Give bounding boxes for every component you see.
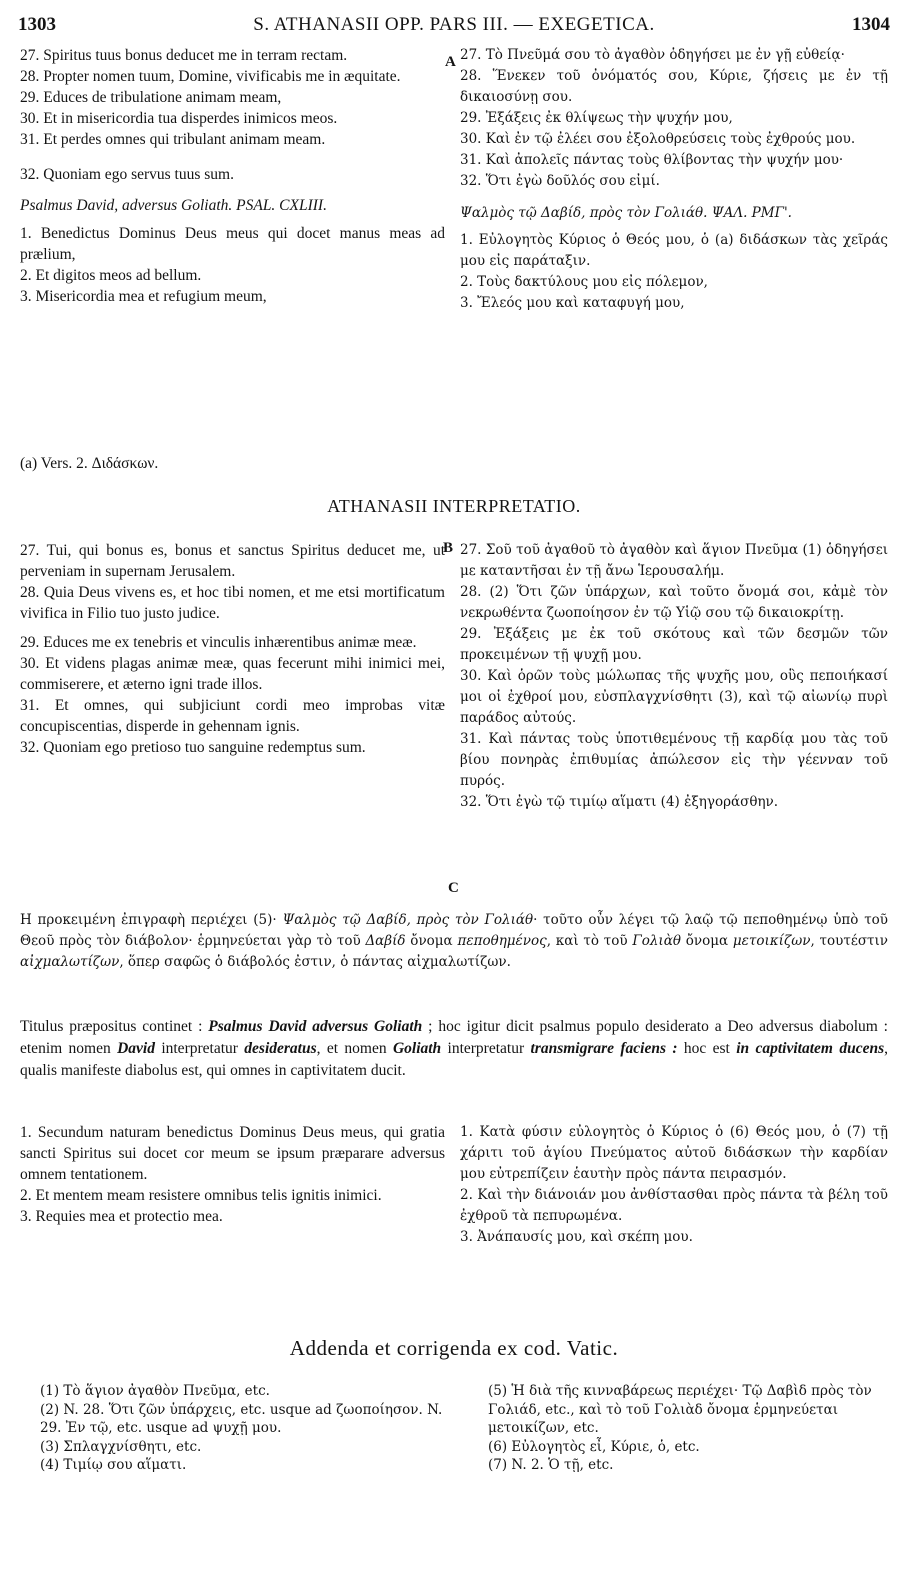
interp-greek-32: 32. Ὅτι ἐγὼ τῷ τιμίῳ αἵματι (4) ἐξηγοράσθην. <box>460 794 779 810</box>
verse-latin-30: 30. Et in misericordia tua disperdes inimicos meos. <box>20 110 338 127</box>
greek-commentary-paragraph <box>20 910 888 973</box>
bottom-greek-3: 3. Ἀνάπαυσίς μου, καὶ σκέπη μου. <box>460 1229 693 1245</box>
verse-greek-29: 29. Ἐξάξεις ἐκ θλίψεως τὴν ψυχήν μου, <box>460 110 733 126</box>
verse-latin-32: 32. Quoniam ego servus tuus sum. <box>20 166 234 183</box>
latin-para-text: Titulus præpositus continet : <box>20 1018 209 1035</box>
interp-latin-30: 30. Et videns plagas animæ meæ, quas fecerunt mihi inimici mei, commiserere, et æterno igni trade illos. <box>20 655 445 693</box>
greek-para-term: αἰχμαλωτίζων <box>20 954 120 970</box>
verse-latin-31: 31. Et perdes omnes qui tribulant animam meam. <box>20 131 326 148</box>
interp-latin-28: 28. Quia Deus vivens es, et hoc tibi nomen, et me etsi mortificatum vivifica in Filio tuo justo judice. <box>20 584 445 622</box>
verse-greek-31: 31. Καὶ ἀπολεῖς πάντας τοὺς θλίβοντας τὴν ψυχήν μου· <box>460 152 844 168</box>
interp-latin-column <box>20 540 445 758</box>
greek-para-text: ὄνομα <box>405 933 458 949</box>
interp-latin-27: 27. Tui, qui bonus es, bonus et sanctus Spiritus deducet me, ut perveniam in supernam Jerusalem. <box>20 542 445 580</box>
footnote-a <box>20 453 445 474</box>
bottom-greek-2: 2. Καὶ τὴν διάνοιάν μου ἀνθίστασθαι πρὸς πάντα τὰ βέλη τοῦ ἐχθροῦ τὰ πεπυρωμένα. <box>460 1187 888 1224</box>
bottom-latin-3: 3. Requies mea et protectio mea. <box>20 1208 223 1225</box>
latin-para-name: David <box>117 1040 155 1057</box>
greek-para-text: , τουτέστιν <box>810 933 889 949</box>
latin-para-text: hoc est <box>677 1040 737 1057</box>
running-header <box>18 14 890 40</box>
addenda-note-7: (7) N. 2. Ὁ τῇ, etc. <box>488 1457 614 1473</box>
interp-greek-28: 28. (2) Ὅτι ζῶν ὑπάρχων, καὶ τοῦτο ὄνομά σοι, κἀμὲ τὸν νεκρωθέντα ζωοποίησον ἐν τῷ Υἱῷ σου τῷ δικαιοκρίτῃ. <box>460 584 888 621</box>
greek-para-name: Γολιὰθ <box>632 933 681 949</box>
addenda-left-column <box>40 1382 445 1475</box>
verse-greek-30: 30. Καὶ ἐν τῷ ἐλέει σου ἐξολοθρεύσεις τοὺς ἐχθρούς μου. <box>460 131 856 147</box>
page-number-right: 1304 <box>852 14 890 35</box>
addenda-title: Addenda et corrigenda ex cod. Vatic. <box>289 1336 619 1360</box>
interp-greek-29: 29. Ἐξάξεις με ἐκ τοῦ σκότους καὶ τῶν δεσμῶν τῶν προκειμένων τῇ ψυχῇ μου. <box>460 626 888 663</box>
interp-greek-27: 27. Σοῦ τοῦ ἀγαθοῦ τὸ ἀγαθὸν καὶ ἅγιον Πνεῦμα (1) ὁδηγήσει με καταντῆσαι ἐν τῇ ἄνω Ἱερουσαλήμ. <box>460 542 888 579</box>
latin-para-text: , qualis manifeste diabolus est, qui omnes in captivitatem ducit. <box>20 1040 888 1079</box>
verse-latin-29: 29. Educes de tribulatione animam meam, <box>20 89 282 106</box>
latin-para-term: transmigrare faciens : <box>530 1040 678 1057</box>
running-title: S. ATHANASII OPP. PARS III. — EXEGETICA. <box>253 14 655 35</box>
bottom-latin-2: 2. Et mentem meam resistere omnibus telis ignitis inimici. <box>20 1187 382 1204</box>
latin-para-term: in captivitatem ducens <box>736 1040 885 1057</box>
psalm-latin-3: 3. Misericordia mea et refugium meum, <box>20 288 267 305</box>
latin-para-text: ; hoc igitur dicit psalmus populo desiderato a Deo adversus diabolum : etenim nomen <box>20 1018 888 1057</box>
psalm-greek-1: 1. Εὐλογητὸς Κύριος ὁ Θεός μου, ὁ (a) διδάσκων τὰς χεῖράς μου εἰς παράταξιν. <box>460 232 888 269</box>
top-latin-column <box>20 45 445 307</box>
addenda-note-6: (6) Εὐλογητὸς εἶ, Κύριε, ὁ, etc. <box>488 1438 700 1455</box>
latin-para-title: Psalmus David adversus Goliath <box>208 1018 423 1035</box>
greek-para-term: μετοικίζων <box>732 933 811 949</box>
interp-greek-30: 30. Καὶ ὁρῶν τοὺς μώλωπας τῆς ψυχῆς μου, οὓς πεποιήκασί μοι οἱ ἐχθροί μου, εὐσπλαγχνίσθητι (3), καὶ τῷ αἰωνίῳ πυρὶ παράδος αὐτούς. <box>460 668 888 726</box>
psalm-heading-greek: Ψαλμὸς τῷ Δαβίδ, πρὸς τὸν Γολιάθ. ΨΑΛ. ΡΜΓ'. <box>460 205 792 221</box>
latin-commentary-paragraph <box>20 1016 888 1082</box>
psalm-greek-2: 2. Τοὺς δακτύλους μου εἰς πόλεμον, <box>460 274 708 290</box>
psalm-latin-2: 2. Et digitos meos ad bellum. <box>20 267 202 284</box>
interp-greek-31: 31. Καὶ πάντας τοὺς ὑποτιθεμένους τῇ καρδίᾳ μου τὰς τοῦ βίου πονηρὰς ἐπιθυμίας ἀπώλεσον εἰς τὴν γέενναν τοῦ πυρός. <box>460 731 888 789</box>
footnote-text: (a) Vers. 2. Διδάσκων. <box>20 455 159 472</box>
addenda-note-1: (1) Τὸ ἅγιον ἀγαθὸν Πνεῦμα, etc. <box>40 1383 270 1399</box>
interp-latin-31: 31. Et omnes, qui subjiciunt cordi meo improbas vitæ concupiscentias, disperde in gehennam ignis. <box>20 697 445 735</box>
top-greek-column <box>460 45 888 314</box>
verse-latin-28: 28. Propter nomen tuum, Domine, vivificabis me in æquitate. <box>20 68 401 85</box>
psalm-heading-latin: Psalmus David, adversus Goliath. PSAL. CXLIII. <box>20 197 327 214</box>
bottom-latin-1: 1. Secundum naturam benedictus Dominus Deus meus, qui gratia sancti Spiritus sui docet cor meum se ipsum præparare adversus omnem tentationem. <box>20 1124 445 1183</box>
interp-latin-32: 32. Quoniam ego pretioso tuo sanguine redemptus sum. <box>20 739 366 756</box>
verse-greek-28: 28. Ἕνεκεν τοῦ ὀνόματός σου, Κύριε, ζήσεις με ἐν τῇ δικαιοσύνῃ σου. <box>460 68 888 105</box>
greek-para-text: , ὅπερ σαφῶς ὁ διάβολός ἐστιν, ὁ πάντας αἰχμαλωτίζων. <box>119 954 511 970</box>
latin-para-text: interpretatur <box>441 1040 531 1057</box>
bottom-latin-column <box>20 1122 445 1227</box>
latin-para-term: desideratus <box>244 1040 317 1057</box>
verse-latin-27: 27. Spiritus tuus bonus deducet me in terram rectam. <box>20 47 348 64</box>
latin-para-text: interpretatur <box>154 1040 245 1057</box>
bottom-greek-1: 1. Κατὰ φύσιν εὐλογητὸς ὁ Κύριος ὁ (6) Θεός μου, ὁ (7) τῇ χάριτι τοῦ ἁγίου Πνεύματος αὐτοῦ διδάσκων τὴν καρδίαν μου εὐτρεπίζειν ἑαυτὴν πρὸς πάντα πειρασμόν. <box>460 1124 888 1182</box>
section-title-interpretatio: ATHANASII INTERPRETATIO. <box>327 496 581 516</box>
psalm-latin-1: 1. Benedictus Dominus Deus meus qui docet manus meas ad prælium, <box>20 225 445 263</box>
greek-para-text: · τοῦτο οὖν λέγει τῷ λαῷ τῷ πεποθημένῳ ὑπὸ τοῦ Θεοῦ πρὸς τὸν διάβολον· ἑρμηνεύεται γὰρ τὸ τοῦ <box>20 912 889 949</box>
greek-para-text: Η προκειμένη ἐπιγραφὴ περιέχει (5)· <box>20 912 283 928</box>
margin-letter-c: C <box>448 880 459 896</box>
latin-para-text: , et nomen <box>316 1040 393 1057</box>
page-number-left: 1303 <box>18 14 56 35</box>
verse-greek-27: 27. Τὸ Πνεῦμά σου τὸ ἀγαθὸν ὁδηγήσει με ἐν γῇ εὐθείᾳ· <box>460 47 845 63</box>
greek-para-text: ὄνομα <box>680 933 733 949</box>
addenda-right-column <box>488 1382 888 1475</box>
margin-letter-b: B <box>443 540 454 556</box>
interp-greek-column <box>460 540 888 813</box>
greek-para-name: Δαβίδ <box>365 933 406 949</box>
latin-para-name: Goliath <box>392 1040 442 1057</box>
margin-letter-a: A <box>445 54 456 70</box>
greek-para-title: Ψαλμὸς τῷ Δαβίδ, πρὸς τὸν Γολιάθ <box>282 912 534 928</box>
addenda-note-4: (4) Τιμίῳ σου αἵματι. <box>40 1457 187 1473</box>
verse-greek-32: 32. Ὅτι ἐγὼ δοῦλός σου εἰμί. <box>460 173 660 189</box>
addenda-note-5: (5) Ἡ διὰ τῆς κινναβάρεως περιέχει· Τῷ Δαβὶδ πρὸς τὸν Γολιάδ, etc., καὶ τὸ τοῦ Γολιὰδ ὄνομα ἑρμηνεύεται μετοικίζων, etc. <box>488 1383 872 1436</box>
psalm-greek-3: 3. Ἔλεός μου καὶ καταφυγή μου, <box>460 295 685 311</box>
addenda-note-2: (2) N. 28. Ὅτι ζῶν ὑπάρχεις, etc. usque ad ζωοποίησον. N. 29. Ἐν τῷ, etc. usque ad ψυχῇ μου. <box>40 1401 443 1436</box>
interp-latin-29: 29. Educes me ex tenebris et vinculis inhærentibus animæ meæ. <box>20 634 417 651</box>
bottom-greek-column <box>460 1122 888 1248</box>
greek-para-term: πεποθημένος <box>457 933 547 949</box>
addenda-note-3: (3) Σπλαγχνίσθητι, etc. <box>40 1438 202 1455</box>
greek-para-text: , καὶ τὸ τοῦ <box>546 933 633 949</box>
